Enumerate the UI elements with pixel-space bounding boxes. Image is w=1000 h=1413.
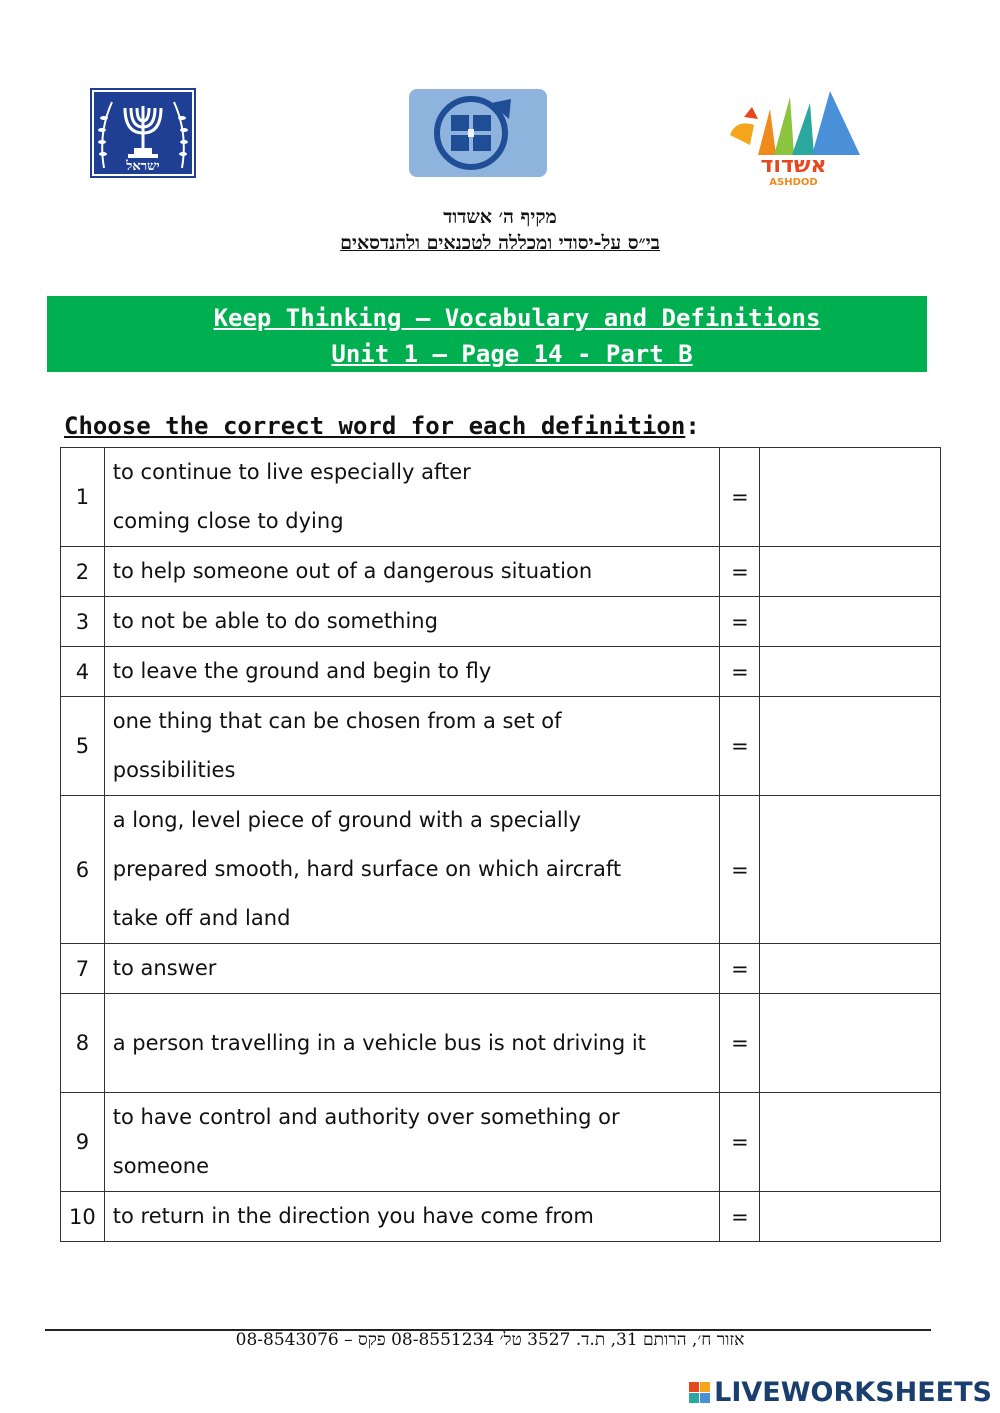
banner-subtitle: Unit 1 – Page 14 - Part B bbox=[331, 340, 693, 368]
definition-text: to not be able to do something bbox=[104, 597, 720, 647]
definition-text: one thing that can be chosen from a set of possibilities bbox=[104, 697, 720, 796]
definition-text: to have control and authority over something or someone bbox=[104, 1093, 720, 1192]
row-number: 4 bbox=[61, 647, 105, 697]
instruction-text: Choose the correct word for each definition bbox=[64, 412, 686, 440]
answer-cell[interactable] bbox=[760, 944, 941, 994]
table-row bbox=[61, 944, 941, 994]
answer-cell[interactable] bbox=[760, 796, 941, 944]
equals-sign: = bbox=[720, 448, 760, 547]
table-row bbox=[61, 994, 941, 1093]
table-row bbox=[61, 448, 941, 547]
definition-text: to help someone out of a dangerous situation bbox=[104, 547, 720, 597]
table-row bbox=[61, 1093, 941, 1192]
row-number: 9 bbox=[61, 1093, 105, 1192]
row-number: 2 bbox=[61, 547, 105, 597]
definition-text: to answer bbox=[104, 944, 720, 994]
definition-text: to continue to live especially after coming close to dying bbox=[104, 448, 720, 547]
instruction-colon: : bbox=[685, 412, 700, 440]
row-number: 3 bbox=[61, 597, 105, 647]
answer-cell[interactable] bbox=[760, 647, 941, 697]
answer-cell[interactable] bbox=[760, 597, 941, 647]
liveworksheets-brand: LIVEWORKSHEETS bbox=[714, 1377, 992, 1408]
ashdod-caption: אשדוד bbox=[760, 153, 827, 178]
definition-text: to return in the direction you have come from bbox=[104, 1192, 720, 1242]
answer-cell[interactable] bbox=[760, 1093, 941, 1192]
banner-title: Keep Thinking – Vocabulary and Definitions bbox=[213, 304, 821, 332]
school-name: מקיף ה׳ אשדוד bbox=[443, 206, 557, 228]
row-number: 1 bbox=[61, 448, 105, 547]
row-number: 8 bbox=[61, 994, 105, 1093]
answer-cell[interactable] bbox=[760, 547, 941, 597]
israel-emblem-caption: ישראל bbox=[126, 159, 160, 174]
definition-text: a person travelling in a vehicle bus is not driving it bbox=[104, 994, 720, 1093]
table-row bbox=[61, 796, 941, 944]
row-number: 6 bbox=[61, 796, 105, 944]
equals-sign: = bbox=[720, 1093, 760, 1192]
table-row bbox=[61, 647, 941, 697]
equals-sign: = bbox=[720, 597, 760, 647]
equals-sign: = bbox=[720, 1192, 760, 1242]
equals-sign: = bbox=[720, 994, 760, 1093]
row-number: 10 bbox=[61, 1192, 105, 1242]
equals-sign: = bbox=[720, 796, 760, 944]
footer-address: אזור ח׳, הרותם 31, ת.ד. 3527 טל׳ 08-8551234 פקס – 08-8543076 bbox=[235, 1330, 745, 1350]
row-number: 7 bbox=[61, 944, 105, 994]
definition-text: a long, level piece of ground with a specially prepared smooth, hard surface on which aircraft take off and land bbox=[104, 796, 720, 944]
liveworksheets-watermark bbox=[689, 1377, 992, 1408]
liveworksheets-badge-icon bbox=[689, 1382, 710, 1403]
vocabulary-table bbox=[60, 447, 941, 1242]
school-logo bbox=[409, 89, 547, 181]
instruction-heading bbox=[64, 412, 700, 440]
answer-cell[interactable] bbox=[760, 1192, 941, 1242]
equals-sign: = bbox=[720, 647, 760, 697]
school-subtitle: בי״ס על-יסודי ומכללה לטכנאים ולהנדסאים bbox=[340, 232, 660, 254]
answer-cell[interactable] bbox=[760, 697, 941, 796]
equals-sign: = bbox=[720, 697, 760, 796]
ashdod-caption-en: ASHDOD bbox=[769, 177, 818, 188]
answer-cell[interactable] bbox=[760, 448, 941, 547]
table-row bbox=[61, 1192, 941, 1242]
table-row bbox=[61, 547, 941, 597]
row-number: 5 bbox=[61, 697, 105, 796]
table-row bbox=[61, 597, 941, 647]
answer-cell[interactable] bbox=[760, 994, 941, 1093]
definition-text: to leave the ground and begin to fly bbox=[104, 647, 720, 697]
table-row bbox=[61, 697, 941, 796]
equals-sign: = bbox=[720, 547, 760, 597]
title-banner bbox=[47, 296, 927, 372]
equals-sign: = bbox=[720, 944, 760, 994]
israel-emblem-logo bbox=[90, 88, 196, 178]
ashdod-city-logo bbox=[726, 89, 861, 189]
